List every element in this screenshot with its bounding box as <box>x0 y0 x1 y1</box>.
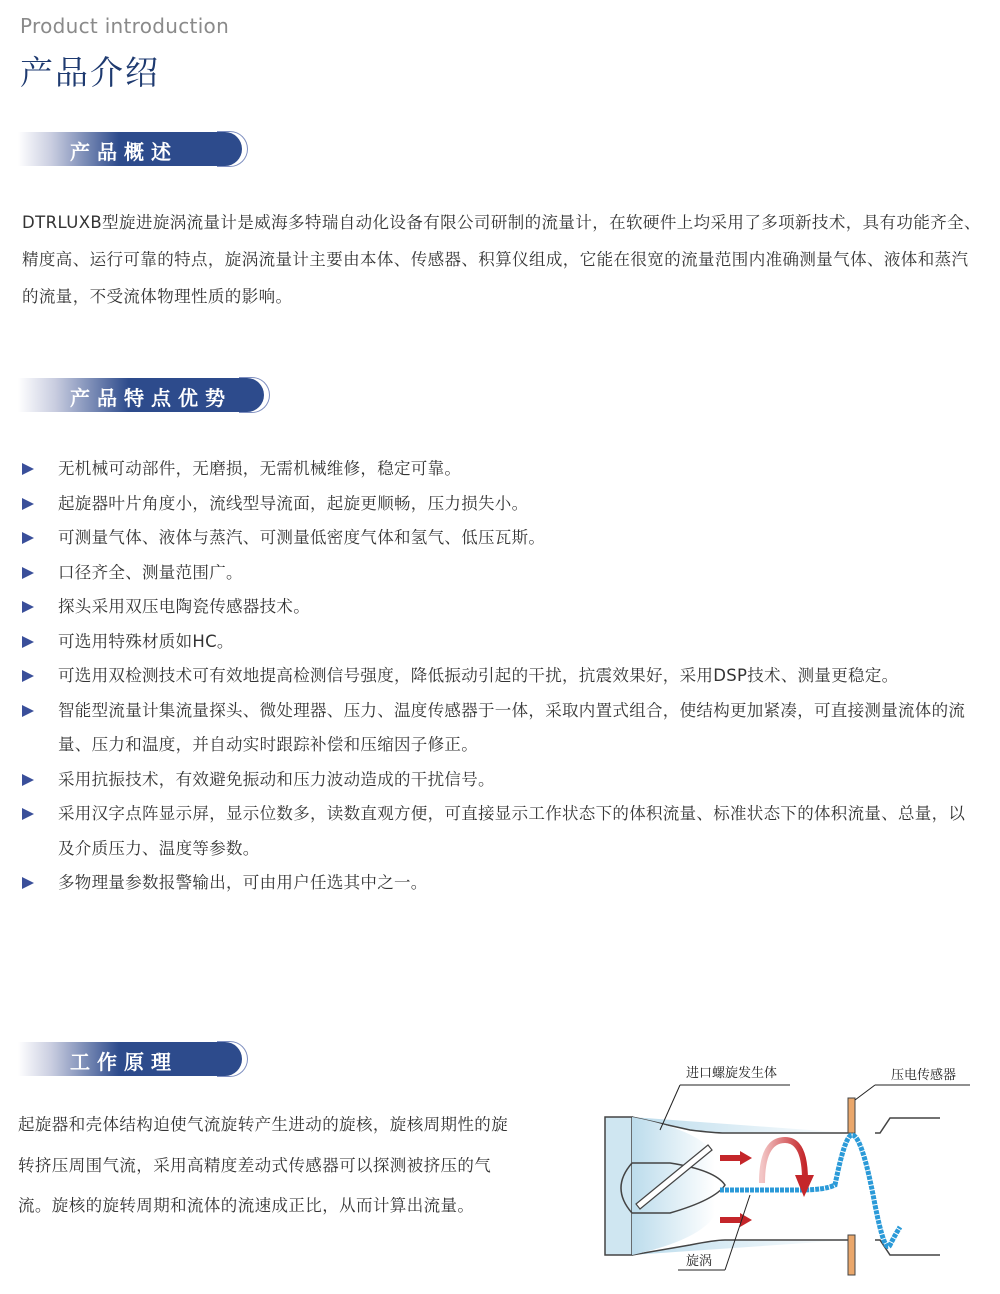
bullet-triangle-icon <box>22 498 34 510</box>
bullet-triangle-icon <box>22 567 34 579</box>
bullet-triangle-icon <box>22 808 34 820</box>
item-text: 起旋器叶片角度小，流线型导流面，起旋更顺畅，压力损失小。 <box>58 493 529 513</box>
list-item <box>20 797 980 866</box>
list-item <box>20 694 980 763</box>
bullet-triangle-icon <box>22 601 34 613</box>
section-header-overview <box>18 132 242 166</box>
item-text: 可选用双检测技术可有效地提高检测信号强度，降低振动引起的干扰，抗震效果好，采用DSP技术、测量更稳定。 <box>58 666 899 685</box>
list-item <box>20 866 980 901</box>
item-text: 多物理量参数报警输出，可由用户任选其中之一。 <box>58 873 428 892</box>
list-item <box>20 487 980 522</box>
bullet-triangle-icon <box>22 636 34 648</box>
list-item <box>20 556 980 591</box>
bullet-triangle-icon <box>22 463 34 475</box>
bullet-triangle-icon <box>22 877 34 889</box>
vortex-flowmeter-diagram <box>590 1055 980 1280</box>
label-piezo-sensor: 压电传感器 <box>891 1068 957 1083</box>
list-item <box>20 625 980 660</box>
page-subtitle: Product introduction <box>20 14 230 38</box>
section-header-principle <box>18 1042 242 1076</box>
feature-list <box>20 452 980 901</box>
principle-text: 起旋器和壳体结构迫使气流旋转产生进动的旋核，旋核周期性的旋转挤压周围气流，采用高精度差动式传感器可以探测被挤压的气流。旋核的旋转周期和流体的流速成正比，从而计算出流量。 <box>18 1115 509 1215</box>
list-item <box>20 590 980 625</box>
item-text: 智能型流量计集流量探头、微处理器、压力、温度传感器于一体，采取内置式组合，使结构更加紧凑，可直接测量流体的流量、压力和温度，并自动实时跟踪补偿和压缩因子修正。 <box>58 700 966 754</box>
overview-text: DTRLUXB型旋进旋涡流量计是威海多特瑞自动化设备有限公司研制的流量计，在软硬件上均采用了多项新技术，具有功能齐全、精度高、运行可靠的特点，旋涡流量计主要由本体、传感器、积算仪组成，它能在很宽的流量范围内准确测量气体、液体和蒸汽的流量，不受流体物理性质的影响。 <box>22 213 981 306</box>
section-title: 工作原理 <box>70 1050 178 1074</box>
item-text: 探头采用双压电陶瓷传感器技术。 <box>58 597 310 616</box>
bullet-triangle-icon <box>22 532 34 544</box>
list-item <box>20 763 980 798</box>
section-title: 产品特点优势 <box>70 386 232 410</box>
bullet-triangle-icon <box>22 774 34 786</box>
item-text: 采用汉字点阵显示屏，显示位数多，读数直观方便，可直接显示工作状态下的体积流量、标准状态下的体积流量、总量，以及介质压力、温度等参数。 <box>58 804 966 858</box>
item-text: 可选用特殊材质如HC。 <box>58 631 234 651</box>
list-item <box>20 521 980 556</box>
label-vortex: 旋涡 <box>686 1254 713 1269</box>
item-text: 可测量气体、液体与蒸汽、可测量低密度气体和氢气、低压瓦斯。 <box>58 528 546 547</box>
item-text: 采用抗振技术，有效避免振动和压力波动造成的干扰信号。 <box>58 769 495 789</box>
bullet-triangle-icon <box>22 670 34 682</box>
item-text: 无机械可动部件，无磨损，无需机械维修，稳定可靠。 <box>58 459 462 478</box>
section-header-features <box>18 378 264 412</box>
section-title: 产品概述 <box>70 140 178 164</box>
list-item <box>20 452 980 487</box>
label-inlet-swirler: 进口螺旋发生体 <box>686 1066 778 1081</box>
item-text: 口径齐全、测量范围广。 <box>58 562 243 582</box>
bullet-triangle-icon <box>22 705 34 717</box>
page-title: 产品介绍 <box>20 53 160 92</box>
list-item <box>20 659 980 694</box>
